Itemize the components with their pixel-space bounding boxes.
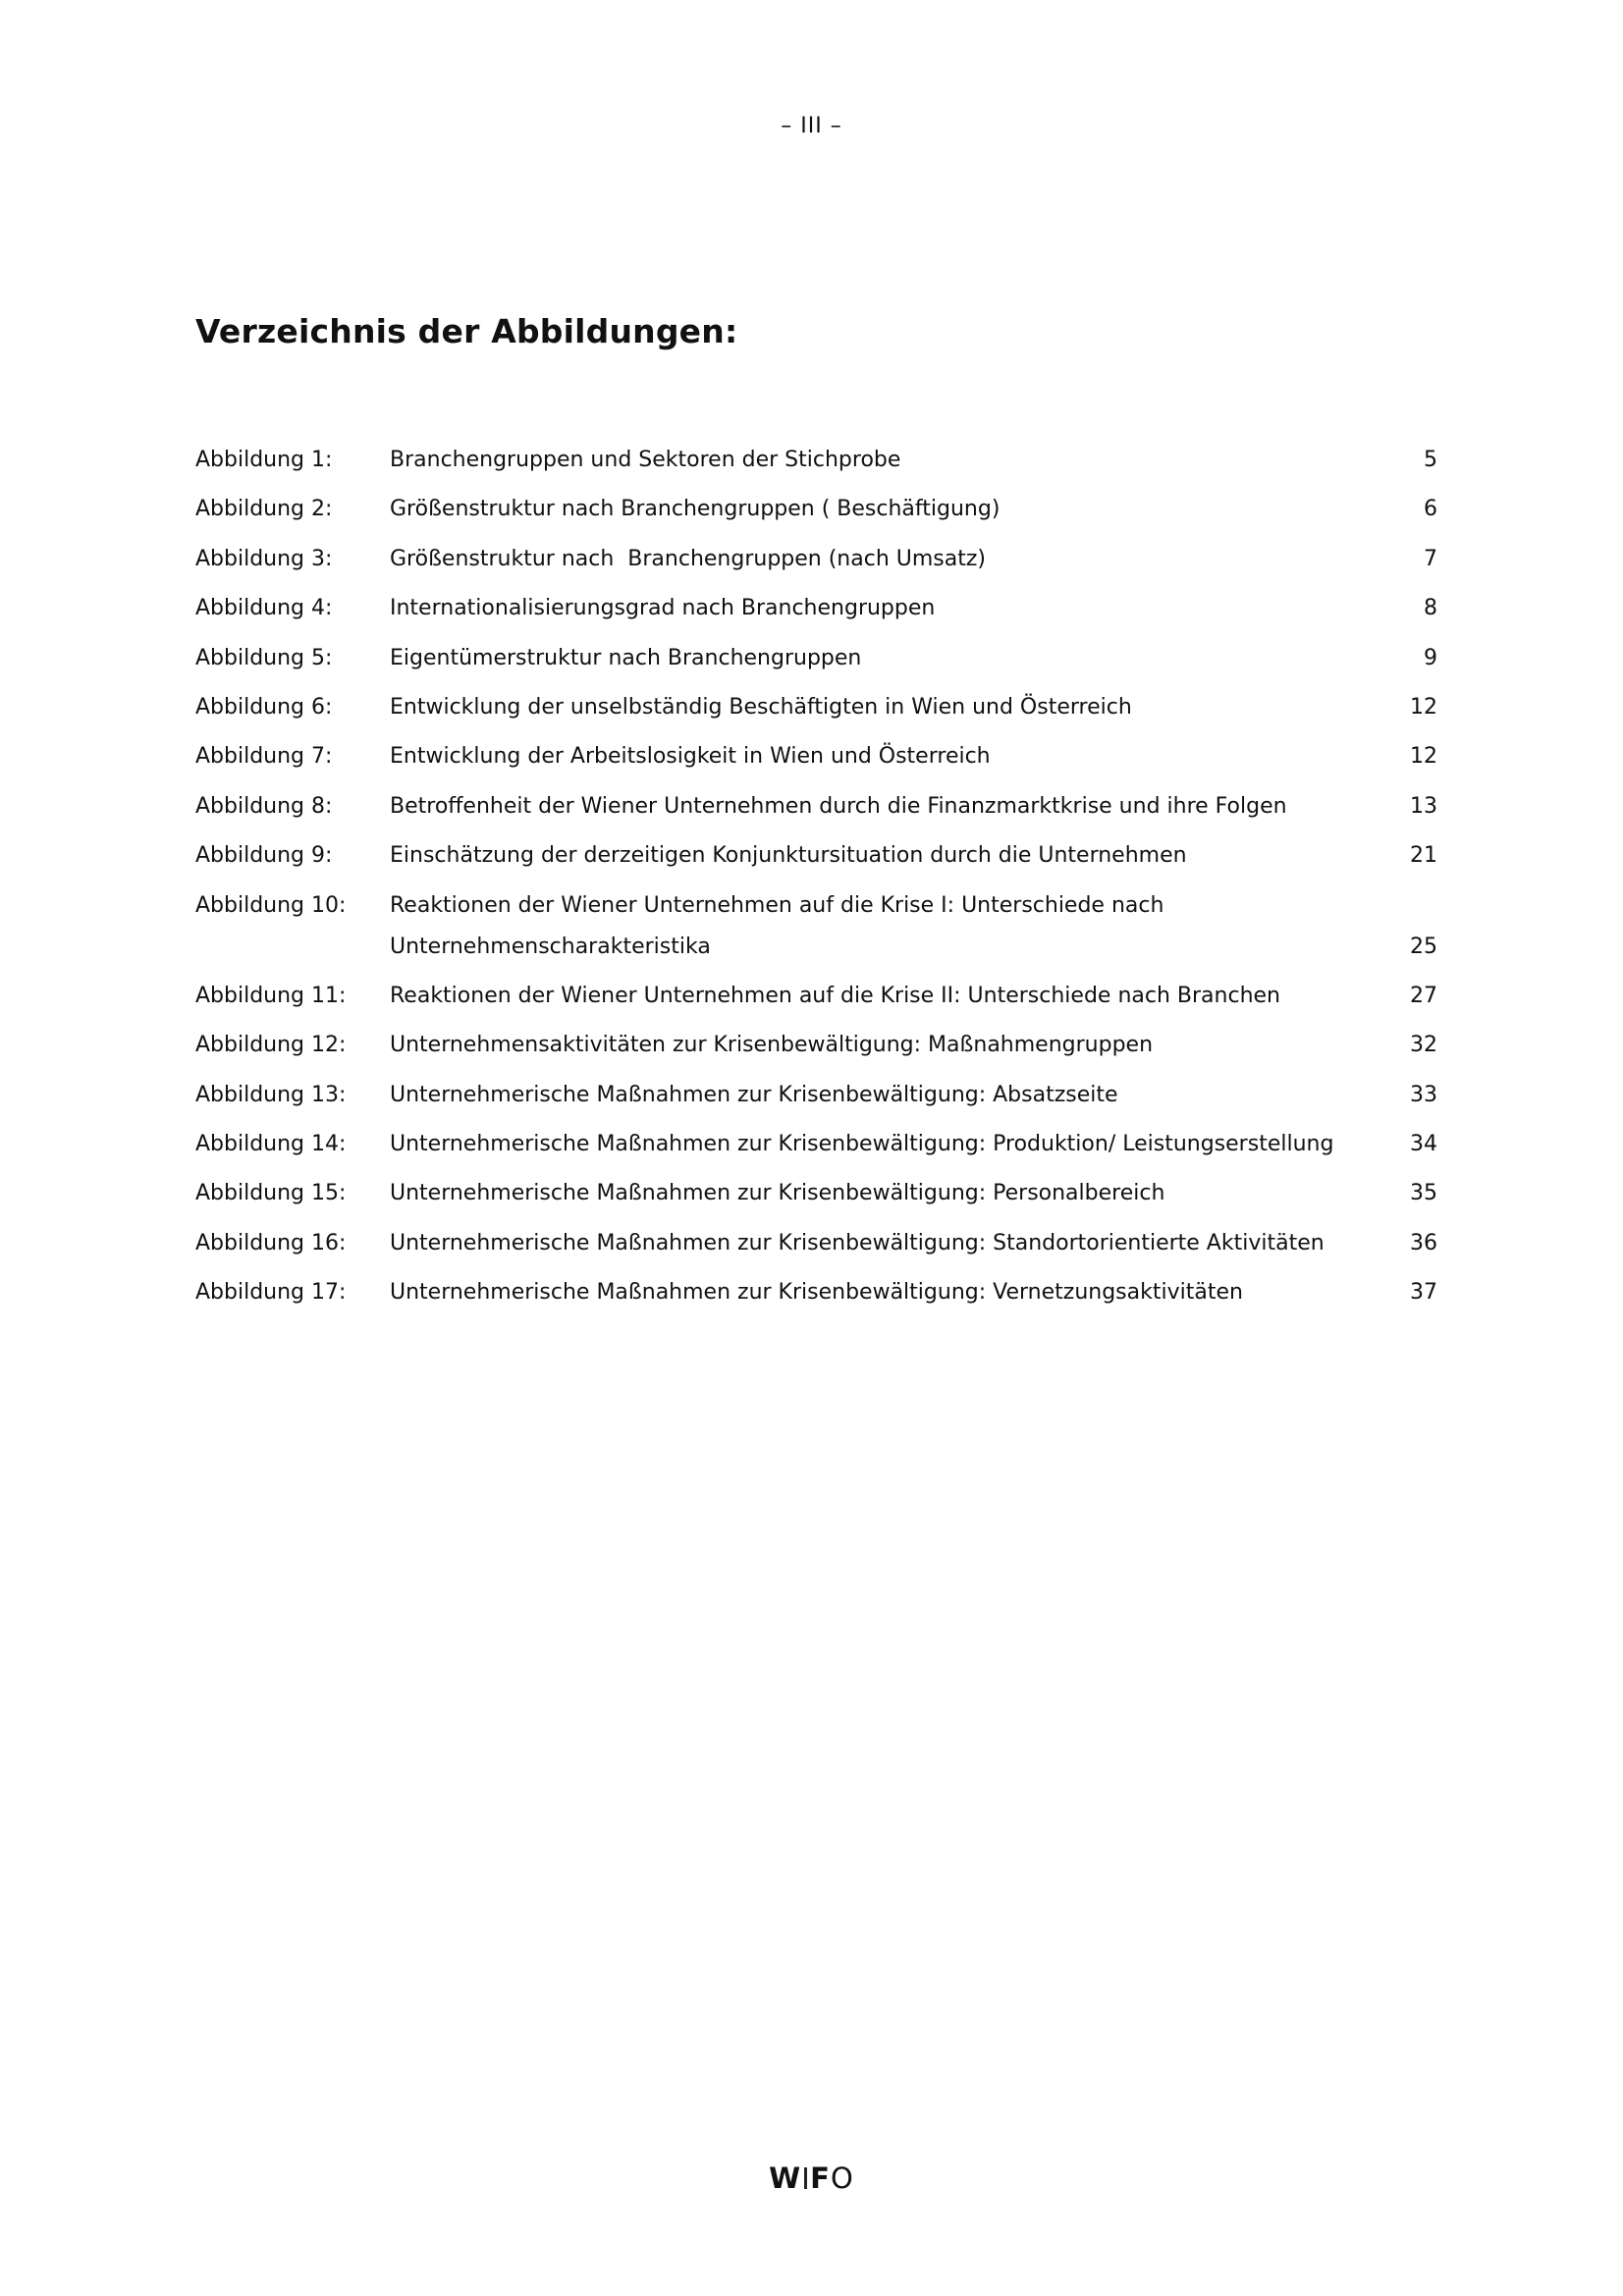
toc-entry-text: Unternehmensaktivitäten zur Krisenbewältigung: Maßnahmengruppen <box>390 1033 1154 1058</box>
toc-entry-page: 5 <box>1424 448 1437 472</box>
page-number: – III – <box>781 114 842 138</box>
toc-entry-label: Abbildung 6: <box>195 694 333 720</box>
toc-entry[interactable] <box>195 1173 1437 1214</box>
toc-entry-page: 12 <box>1410 744 1437 770</box>
toc-entry-label: Abbildung 1: <box>195 448 333 472</box>
toc-entry[interactable] <box>195 1272 1437 1313</box>
toc-entry-label: Abbildung 15: <box>195 1181 347 1206</box>
toc-entry-text: Unternehmerische Maßnahmen zur Krisenbewältigung: Produktion/ Leistungserstellung <box>390 1132 1334 1157</box>
toc-entry-label: Abbildung 17: <box>195 1280 347 1306</box>
toc-entry-page: 8 <box>1424 596 1437 621</box>
logo-letter-f: F <box>810 2162 831 2195</box>
toc-entry[interactable] <box>195 539 1437 580</box>
toc-entry-page: 6 <box>1424 497 1437 522</box>
toc-entry-page: 9 <box>1424 645 1437 670</box>
toc-entry-label: Abbildung 13: <box>195 1082 347 1107</box>
toc-entry-text: Branchengruppen und Sektoren der Stichprobe <box>390 448 901 472</box>
toc-entry[interactable] <box>195 489 1437 530</box>
toc-entry-text: Größenstruktur nach Branchengruppen ( Beschäftigung) <box>390 497 1001 522</box>
toc-entry[interactable] <box>195 588 1437 629</box>
toc-entry-page: 35 <box>1410 1181 1437 1206</box>
toc-entry-text: Größenstruktur nach Branchengruppen (nach Umsatz) <box>390 546 986 571</box>
toc-entry-label: Abbildung 4: <box>195 596 333 621</box>
toc-entry[interactable] <box>195 885 1437 968</box>
toc-entry[interactable] <box>195 687 1437 728</box>
toc-entry-text: Eigentümerstruktur nach Branchengruppen <box>390 645 862 670</box>
toc-entry[interactable] <box>195 638 1437 679</box>
toc-entry[interactable] <box>195 1025 1437 1066</box>
logo-letter-w: W <box>769 2162 802 2195</box>
toc-entry-label: Abbildung 3: <box>195 546 333 571</box>
toc-entry-text: Betroffenheit der Wiener Unternehmen durch die Finanzmarktkrise und ihre Folgen <box>390 793 1287 819</box>
toc-entry-label: Abbildung 8: <box>195 793 333 819</box>
toc-entry-label: Abbildung 14: <box>195 1132 347 1157</box>
logo-letter-o: O <box>830 2162 854 2195</box>
toc-entry-label: Abbildung 11: <box>195 983 347 1008</box>
logo-separator <box>804 2167 807 2189</box>
toc-entry[interactable] <box>195 1223 1437 1264</box>
toc-entry-text: Reaktionen der Wiener Unternehmen auf die Krise II: Unterschiede nach Branchen <box>390 983 1280 1008</box>
toc-entry-page: 25 <box>1410 934 1437 959</box>
toc-entry[interactable] <box>195 786 1437 828</box>
toc-entry-page: 21 <box>1410 843 1437 869</box>
toc-entry-label: Abbildung 2: <box>195 497 333 522</box>
toc-entry-page: 33 <box>1410 1082 1437 1107</box>
toc-entry-label: Abbildung 9: <box>195 843 333 869</box>
toc-entry-label: Abbildung 12: <box>195 1033 347 1058</box>
toc-entry-text: Unternehmerische Maßnahmen zur Krisenbewältigung: Standortorientierte Aktivitäten <box>390 1230 1325 1255</box>
toc-entry-text: Entwicklung der unselbständig Beschäftigten in Wien und Österreich <box>390 694 1132 720</box>
toc-title: Verzeichnis der Abbildungen: <box>195 312 738 350</box>
toc-entry-page: 34 <box>1410 1132 1437 1157</box>
toc-entry-label: Abbildung 5: <box>195 645 333 670</box>
toc-entry-text: Reaktionen der Wiener Unternehmen auf die Krise I: Unterschiede nach Unternehmenscharakteristika <box>390 892 1164 959</box>
toc-entry-text: Unternehmerische Maßnahmen zur Krisenbewältigung: Absatzseite <box>390 1082 1118 1107</box>
toc-entry[interactable] <box>195 736 1437 777</box>
toc-entry-label: Abbildung 10: <box>195 892 347 918</box>
toc-entry[interactable] <box>195 1124 1437 1165</box>
wifo-logo <box>0 2162 1623 2195</box>
toc-entry-text: Internationalisierungsgrad nach Branchengruppen <box>390 596 936 621</box>
toc-entry-page: 36 <box>1410 1230 1437 1255</box>
toc-entry-text: Einschätzung der derzeitigen Konjunktursituation durch die Unternehmen <box>390 843 1187 869</box>
toc-entry[interactable] <box>195 440 1437 481</box>
toc-entry[interactable] <box>195 1075 1437 1116</box>
toc-entry-page: 27 <box>1410 983 1437 1008</box>
toc-entry-page: 13 <box>1410 793 1437 819</box>
toc-entry[interactable] <box>195 835 1437 877</box>
toc-entry[interactable] <box>195 976 1437 1017</box>
toc-entry-page: 37 <box>1410 1280 1437 1306</box>
toc-entry-page: 7 <box>1424 546 1437 571</box>
toc-entry-label: Abbildung 7: <box>195 744 333 770</box>
toc-entry-page: 32 <box>1410 1033 1437 1058</box>
toc-entry-text: Entwicklung der Arbeitslosigkeit in Wien und Österreich <box>390 744 991 770</box>
toc-entry-text: Unternehmerische Maßnahmen zur Krisenbewältigung: Vernetzungsaktivitäten <box>390 1280 1243 1306</box>
toc-entry-page: 12 <box>1410 694 1437 720</box>
toc-entry-text: Unternehmerische Maßnahmen zur Krisenbewältigung: Personalbereich <box>390 1181 1165 1206</box>
toc-entry-label: Abbildung 16: <box>195 1230 347 1255</box>
figure-list <box>195 440 1437 1322</box>
